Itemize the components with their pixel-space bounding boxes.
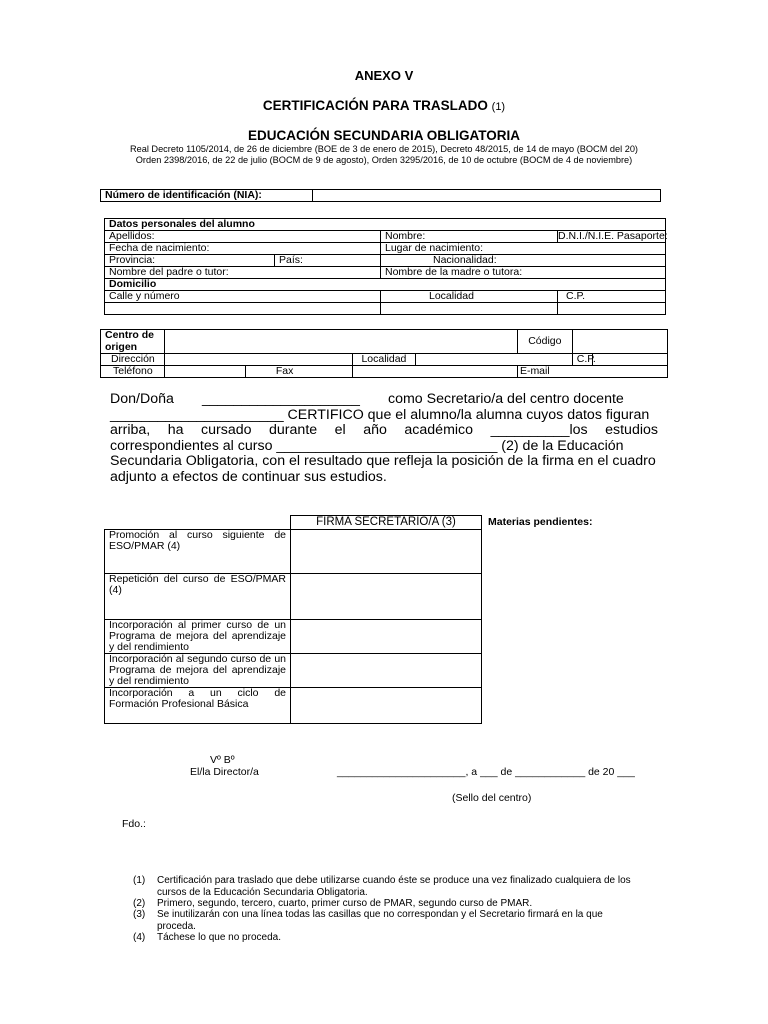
center-fax-field[interactable] [353, 366, 518, 378]
certification-title [0, 98, 768, 113]
first-name-field[interactable]: Nombre: [381, 231, 558, 243]
cert-word-b: ha [167, 422, 184, 439]
signature-cell-promotion[interactable] [291, 530, 482, 574]
center-postal-code-label: C.P. [572, 354, 593, 366]
origin-center-field[interactable] [165, 330, 518, 354]
postal-code-field[interactable] [558, 291, 666, 303]
cert-word-c: cursado [201, 422, 252, 439]
signature-cell-pmar-first[interactable] [291, 620, 482, 654]
certification-footnote-ref: (1) [491, 101, 506, 113]
result-row-fpb: Incorporación a un ciclo de Formación Profesional Básica [105, 688, 291, 724]
mother-name-field[interactable]: Nombre de la madre o tutora: [381, 267, 666, 279]
id-document-field[interactable] [558, 231, 666, 243]
result-row-promotion: Promoción al curso siguiente de ESO/PMAR (4) [105, 530, 291, 574]
legal-line-1: Real Decreto 1105/2014, de 26 de diciembre (BOE de 3 de enero de 2015), Decreto 48/2015, de 14 de mayo (BOCM del 20) [129, 144, 638, 154]
annex-title: ANEXO V [354, 68, 414, 83]
footnote-4-number: (4) [133, 932, 146, 943]
cert-word-i: estudios [605, 422, 658, 439]
result-row-repetition: Repetición del curso de ESO/PMAR (4) [105, 574, 291, 620]
footnote-1-number: (1) [133, 875, 146, 886]
cert-word-a: arriba, [110, 422, 151, 439]
personal-data-heading: Datos personales del alumno [105, 219, 666, 231]
signature-cell-repetition[interactable] [291, 574, 482, 620]
cert-word-f: año [363, 422, 387, 439]
result-row-pmar-first: Incorporación al primer curso de un Programa de mejora del aprendizaje y del rendimiento [105, 620, 291, 654]
footnote-4-text: Táchese lo que no proceda. [157, 932, 281, 943]
cert-line-1 [110, 392, 658, 408]
results-corner [105, 516, 291, 530]
province-field[interactable]: Provincia: [105, 255, 275, 267]
center-email-field[interactable] [517, 366, 667, 378]
country-field[interactable]: País: [275, 255, 381, 267]
origin-center-table [100, 329, 668, 378]
cert-word-e: el [334, 422, 346, 439]
cert-word-d: durante [269, 422, 318, 439]
footnote-1-text: Certificación para traslado que debe utilizarse cuando éste se produce una vez finalizado cualquiera de los cursos de la Educación Secundaria Obligatoria. [157, 875, 631, 898]
locality-label: Localidad [429, 290, 474, 302]
center-address-label: Dirección [101, 354, 165, 366]
pending-subjects-label: Materias pendientes: [488, 516, 593, 528]
center-postal-code-field[interactable] [593, 354, 668, 366]
center-address-field[interactable] [165, 354, 353, 366]
center-email-label: E-mail [519, 365, 550, 377]
academic-year-blank[interactable]: __________los [490, 422, 588, 439]
address-heading: Domicilio [105, 279, 666, 291]
center-fax-label: Fax [245, 366, 353, 378]
cert-word-g: académico [404, 422, 474, 439]
cert-line-1-b: como Secretario/a del centro docente [387, 391, 624, 407]
footnote-3-text: Se inutilizarán con una línea todas las casillas que no correspondan y el Secretario firmará en la que proceda. [157, 909, 603, 932]
center-phone-label: Teléfono [101, 366, 165, 378]
result-row-pmar-second: Incorporación al segundo curso de un Programa de mejora del aprendizaje y del rendimiento [105, 654, 291, 688]
postal-code-label: C.P. [566, 290, 586, 302]
center-code-field[interactable] [572, 330, 667, 354]
postal-code-value[interactable] [558, 303, 666, 315]
origin-center-label: Centro de origen [101, 330, 165, 354]
footnote-3-number: (3) [133, 909, 146, 920]
cert-line-2: ______________________ CERTIFICO que el alumno/la alumna cuyos datos figuran [110, 406, 650, 423]
center-locality-field[interactable] [415, 354, 572, 366]
cert-line-4: correspondientes al curso ____________________________ (2) de la Educación [110, 437, 624, 454]
locality-value[interactable] [381, 303, 558, 315]
approval-mark: Vº Bº [210, 754, 235, 766]
certification-body [110, 392, 658, 486]
cert-line-6: adjunto a efectos de continuar sus estudios. [110, 468, 387, 485]
signature-cell-pmar-second[interactable] [291, 654, 482, 688]
father-name-field[interactable]: Nombre del padre o tutor: [105, 267, 381, 279]
street-field[interactable]: Calle y número [105, 291, 381, 303]
surname-field[interactable]: Apellidos: [105, 231, 381, 243]
center-locality-text: Localidad [361, 353, 407, 365]
locality-field[interactable] [381, 291, 558, 303]
signed-label: Fdo.: [122, 818, 146, 830]
footnote-2-number: (2) [133, 898, 146, 909]
cert-line-3 [110, 423, 658, 439]
place-date-line[interactable]: ______________________, a ___ de ____________ de 20 ___ [337, 766, 635, 778]
nationality-field[interactable]: Nacionalidad: [381, 255, 666, 267]
legal-line-2: Orden 2398/2016, de 22 de julio (BOCM de 9 de agosto), Orden 3295/2016, de 10 de octubre (BOCM de 4 de noviembre) [135, 154, 633, 165]
director-label: El/la Director/a [190, 766, 259, 778]
secretary-name-blank[interactable]: ____________________ [202, 391, 360, 407]
center-seal-label: (Sello del centro) [452, 792, 532, 804]
cert-line-5: Secundaria Obligatoria, con el resultado que refleja la posición de la firma en el cuadro [110, 453, 656, 470]
nia-field[interactable] [313, 190, 661, 202]
secretary-signature-header: FIRMA SECRETARIO/A (3) [291, 516, 482, 530]
cert-line-1-a: Don/Doña [110, 391, 174, 407]
street-value[interactable] [105, 303, 381, 315]
birth-date-field[interactable]: Fecha de nacimiento: [105, 243, 381, 255]
personal-data-table [104, 218, 666, 315]
signature-cell-fpb[interactable] [291, 688, 482, 724]
id-document-label: D.N.I./N.I.E. Pasaporte: [558, 230, 668, 242]
legal-references [0, 144, 768, 165]
center-locality-label [353, 354, 415, 366]
certification-title-text: CERTIFICACIÓN PARA TRASLADO [262, 98, 488, 113]
nia-label: Número de identificación (NIA): [101, 190, 313, 202]
birth-place-field[interactable]: Lugar de nacimiento: [381, 243, 666, 255]
center-code-label: Código [517, 330, 572, 354]
results-table [104, 515, 482, 724]
center-phone-field[interactable] [165, 366, 246, 378]
nia-table [100, 189, 661, 202]
footnote-2-text: Primero, segundo, tercero, cuarto, primer curso de PMAR, segundo curso de PMAR. [157, 898, 533, 909]
education-level-title: EDUCACIÓN SECUNDARIA OBLIGATORIA [247, 128, 520, 143]
